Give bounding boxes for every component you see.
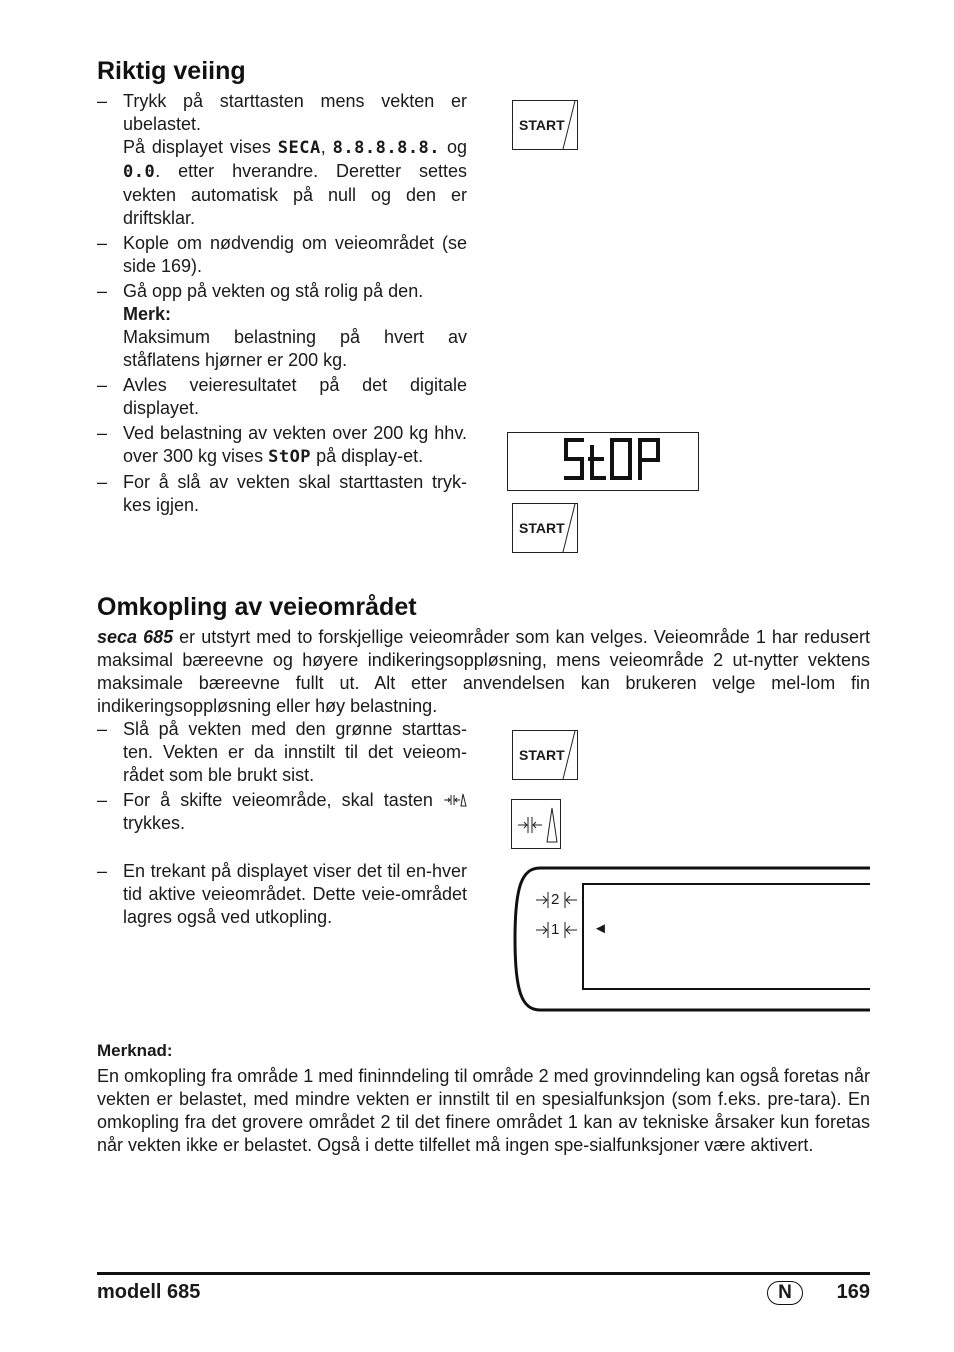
range-display-frame (510, 866, 870, 1012)
list-item: – For å slå av vekten skal starttasten tryk-kes igjen. (97, 472, 467, 515)
list-item: – En trekant på displayet viser det til en-hver tid aktive veieområdet. Dette veie-området lagres også ved utkopling. (97, 861, 467, 927)
section2-intro: seca 685 er utstyrt med to forskjellige veieområder som kan velges. Veieområde 1 har redusert maksimal bæreevne og høyere indikeringsoppløsning, mens veieområde 2 ut-nytter vektens maksimale bæreevne fullt ut. Alt etter anvendelsen kan brukeren velge mel-lom fin indikeringsoppløsning eller høy belastning. (97, 627, 870, 716)
list-item: – Kople om nødvendig om veieområdet (se side 169). (97, 233, 467, 276)
section-title-riktig-veiing: Riktig veiing (97, 57, 246, 85)
note-label: Merk: (123, 304, 172, 324)
section2-instructions (97, 718, 467, 929)
start-key-icon: START (512, 730, 578, 780)
language-badge: N (767, 1281, 803, 1305)
brand-name: seca 685 (97, 627, 174, 647)
stop-lcd-glyphs (508, 433, 698, 490)
range-1-label: 1 (551, 921, 560, 938)
list-item: – Avles veieresultatet på det digitale displayet. (97, 375, 467, 418)
range-2-label: 2 (551, 891, 560, 908)
lcd-text-zero: 0.0 (123, 162, 156, 182)
footer-model: modell 685 (97, 1281, 201, 1303)
list-item: – Slå på vekten med den grønne starttas-ten. Vekten er da innstilt til det veieom-rådet som ble brukt sist. (97, 719, 467, 785)
footer-divider (97, 1272, 870, 1275)
lcd-text-eights: 8.8.8.8.8. (332, 138, 441, 158)
note-text: Maksimum belastning på hvert av ståflatens hjørner er 200 kg. (123, 327, 467, 370)
section-title-omkopling: Omkopling av veieområdet (97, 593, 417, 621)
start-key-icon: START (512, 100, 578, 150)
stop-display (507, 432, 699, 491)
lcd-text-seca: SECA (277, 138, 321, 158)
range-switch-key-icon (511, 799, 561, 849)
note-heading: Merknad: (97, 1041, 173, 1060)
list-item: – Ved belastning av vekten over 200 kg hhv. over 300 kg vises StOP på display-et. (97, 423, 467, 467)
page-number: 169 (836, 1281, 870, 1303)
note-paragraph: En omkopling fra område 1 med fininndeling til område 2 med grovinndeling kan også foretas når vekten er belastet, med mindre vekten er innstilt til en spesialfunksjon (som f.eks. pre-tara). En omkopling fra det grovere området 2 til det finere området 1 kan av tekniske årsaker kun foretas når vekten ikke er belastet. Også i dette tilfellet må ingen spe-sialfunksjoner være aktivert. (97, 1066, 870, 1155)
range-switch-icon (443, 792, 467, 808)
list-item: – For å skifte veieområde, skal tasten trykkes. (97, 789, 467, 835)
section1-instructions (97, 90, 467, 517)
lcd-text-stop: StOP (268, 447, 312, 467)
list-item-continuation: På displayet vises SECA, 8.8.8.8.8. og 0.0. etter hverandre. Deretter settes vekten automatisk på null og den er driftsklar. (123, 137, 467, 228)
list-item: – Gå opp på vekten og stå rolig på den. (97, 281, 424, 301)
active-range-triangle-icon: ◄ (593, 920, 608, 937)
range-switch-symbol-icon (512, 800, 560, 848)
range-display-panel (510, 866, 870, 1012)
start-key-icon: START (512, 503, 578, 553)
list-item: – Trykk på starttasten mens vekten er ubelastet. (97, 91, 467, 134)
